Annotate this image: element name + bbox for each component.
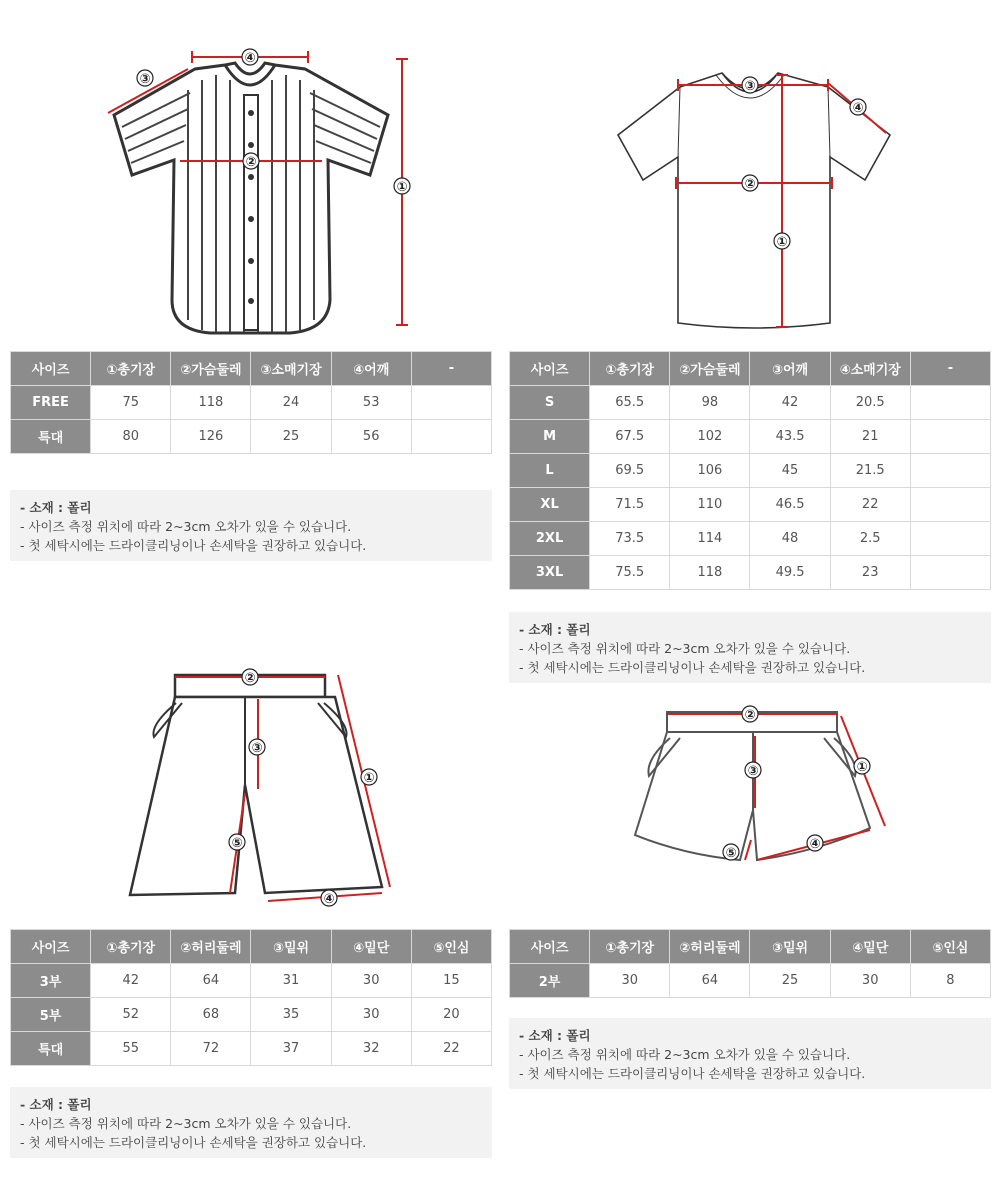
short-shorts-label-5: ⑤ [725, 846, 737, 861]
size-cell: 3XL [510, 556, 590, 590]
table-cell: 49.5 [750, 556, 830, 590]
table-cell: 64 [670, 964, 750, 998]
table-header-cell: ③밑위 [750, 930, 830, 964]
tshirt-size-table [509, 351, 991, 590]
long-shorts-illustration [120, 665, 410, 910]
table-cell: 65.5 [590, 386, 670, 420]
table-cell [910, 556, 990, 590]
size-cell: 특대 [11, 420, 91, 454]
table-header-cell: ③밑위 [251, 930, 331, 964]
table-cell: 25 [750, 964, 830, 998]
short-shorts-label-4: ④ [809, 837, 821, 852]
table-header-cell: ①총기장 [91, 930, 171, 964]
long-shorts-label-2: ② [244, 671, 256, 686]
size-cell: 특대 [11, 1032, 91, 1066]
table-row [11, 964, 492, 998]
table-header-cell: ①총기장 [91, 352, 171, 386]
table-cell: 73.5 [590, 522, 670, 556]
long-shorts-label-1: ① [363, 771, 375, 786]
table-row [510, 522, 991, 556]
table-header-cell: 사이즈 [11, 930, 91, 964]
table-cell: 64 [171, 964, 251, 998]
table-cell: 53 [331, 386, 411, 420]
jersey-label-1: ① [396, 180, 408, 195]
table-cell: 24 [251, 386, 331, 420]
table-cell [910, 386, 990, 420]
table-row [11, 1032, 492, 1066]
table-cell: 46.5 [750, 488, 830, 522]
table-cell: 30 [331, 998, 411, 1032]
size-cell: XL [510, 488, 590, 522]
table-cell: 55 [91, 1032, 171, 1066]
table-cell: 106 [670, 454, 750, 488]
long-shorts-label-4: ④ [323, 892, 335, 907]
table-cell: 72 [171, 1032, 251, 1066]
table-row [510, 556, 991, 590]
size-cell: 2XL [510, 522, 590, 556]
table-header-cell: 사이즈 [510, 930, 590, 964]
table-header-cell: ④어깨 [331, 352, 411, 386]
long-shorts-label-5: ⑤ [231, 836, 243, 851]
table-cell: 30 [830, 964, 910, 998]
size-cell: 2부 [510, 964, 590, 998]
table-header-cell: ③어깨 [750, 352, 830, 386]
table-cell: 68 [171, 998, 251, 1032]
table-cell: 21.5 [830, 454, 910, 488]
long-shorts-size-table [10, 929, 492, 1066]
table-cell: 20 [411, 998, 491, 1032]
table-header-cell: 사이즈 [11, 352, 91, 386]
tshirt-label-1: ① [776, 235, 788, 250]
table-row [510, 420, 991, 454]
table-cell: 2.5 [830, 522, 910, 556]
table-header-cell: - [910, 352, 990, 386]
table-cell: 118 [171, 386, 251, 420]
wash-note: - 첫 세탁시에는 드라이클리닝이나 손세탁을 권장하고 있습니다. [519, 660, 866, 675]
jersey-size-table [10, 351, 492, 454]
tshirt-label-3: ③ [744, 79, 756, 94]
short-shorts-size-table [509, 929, 991, 998]
jersey-notes [10, 490, 492, 561]
wash-note: - 첫 세탁시에는 드라이클리닝이나 손세탁을 권장하고 있습니다. [20, 538, 367, 553]
table-header-cell: ⑤인심 [411, 930, 491, 964]
tshirt-illustration [610, 65, 900, 335]
table-cell [411, 420, 491, 454]
size-cell: FREE [11, 386, 91, 420]
wash-note: - 첫 세탁시에는 드라이클리닝이나 손세탁을 권장하고 있습니다. [20, 1135, 367, 1150]
size-cell: S [510, 386, 590, 420]
table-header-row [510, 930, 991, 964]
table-header-cell: ④밑단 [331, 930, 411, 964]
material-note: - 소재 : 폴리 [20, 500, 92, 515]
material-note: - 소재 : 폴리 [519, 1028, 591, 1043]
table-cell: 102 [670, 420, 750, 454]
table-cell [411, 386, 491, 420]
table-header-cell: - [411, 352, 491, 386]
table-cell: 118 [670, 556, 750, 590]
table-cell: 75 [91, 386, 171, 420]
table-cell: 45 [750, 454, 830, 488]
size-cell: 3부 [11, 964, 91, 998]
table-row [510, 964, 991, 998]
size-cell: L [510, 454, 590, 488]
table-header-cell: ②허리둘레 [171, 930, 251, 964]
table-header-cell: ②가슴둘레 [670, 352, 750, 386]
table-header-cell: ①총기장 [590, 352, 670, 386]
material-note: - 소재 : 폴리 [519, 622, 591, 637]
table-cell: 43.5 [750, 420, 830, 454]
table-header-cell: ②가슴둘레 [171, 352, 251, 386]
tshirt-label-4: ④ [852, 101, 864, 116]
measurement-note: - 사이즈 측정 위치에 따라 2~3cm 오차가 있을 수 있습니다. [20, 1116, 352, 1131]
table-header-cell: ⑤인심 [910, 930, 990, 964]
size-cell: 5부 [11, 998, 91, 1032]
measurement-note: - 사이즈 측정 위치에 따라 2~3cm 오차가 있을 수 있습니다. [519, 641, 851, 656]
table-header-cell: ③소매기장 [251, 352, 331, 386]
table-cell: 42 [750, 386, 830, 420]
table-cell: 80 [91, 420, 171, 454]
measurement-note: - 사이즈 측정 위치에 따라 2~3cm 오차가 있을 수 있습니다. [20, 519, 352, 534]
table-header-cell: ①총기장 [590, 930, 670, 964]
table-cell: 75.5 [590, 556, 670, 590]
table-cell: 15 [411, 964, 491, 998]
table-cell: 21 [830, 420, 910, 454]
table-header-row [11, 930, 492, 964]
table-cell [910, 420, 990, 454]
wash-note: - 첫 세탁시에는 드라이클리닝이나 손세탁을 권장하고 있습니다. [519, 1066, 866, 1081]
table-cell: 31 [251, 964, 331, 998]
material-note: - 소재 : 폴리 [20, 1097, 92, 1112]
table-row [510, 454, 991, 488]
table-cell: 20.5 [830, 386, 910, 420]
table-cell: 69.5 [590, 454, 670, 488]
table-cell: 71.5 [590, 488, 670, 522]
table-cell: 30 [590, 964, 670, 998]
table-cell [910, 488, 990, 522]
table-cell: 35 [251, 998, 331, 1032]
table-cell: 126 [171, 420, 251, 454]
table-cell: 110 [670, 488, 750, 522]
tshirt-notes [509, 612, 991, 683]
table-row [510, 488, 991, 522]
table-cell: 8 [910, 964, 990, 998]
jersey-label-2: ② [245, 155, 257, 170]
table-cell: 98 [670, 386, 750, 420]
table-row [510, 386, 991, 420]
table-header-row [11, 352, 492, 386]
table-cell: 22 [411, 1032, 491, 1066]
long-shorts-label-3: ③ [251, 741, 263, 756]
long-shorts-notes [10, 1087, 492, 1158]
short-shorts-label-3: ③ [747, 764, 759, 779]
table-header-row [510, 352, 991, 386]
table-header-cell: 사이즈 [510, 352, 590, 386]
jersey-label-3: ③ [139, 72, 151, 87]
table-header-cell: ②허리둘레 [670, 930, 750, 964]
jersey-illustration [100, 45, 420, 335]
table-cell: 52 [91, 998, 171, 1032]
table-cell: 30 [331, 964, 411, 998]
short-shorts-label-2: ② [744, 708, 756, 723]
table-header-cell: ④밑단 [830, 930, 910, 964]
table-row [11, 998, 492, 1032]
measurement-note: - 사이즈 측정 위치에 따라 2~3cm 오차가 있을 수 있습니다. [519, 1047, 851, 1062]
table-cell: 114 [670, 522, 750, 556]
table-cell: 23 [830, 556, 910, 590]
jersey-label-4: ④ [244, 51, 256, 66]
short-shorts-notes [509, 1018, 991, 1089]
short-shorts-label-1: ① [856, 760, 868, 775]
table-header-cell: ④소매기장 [830, 352, 910, 386]
table-cell [910, 522, 990, 556]
table-cell: 42 [91, 964, 171, 998]
table-cell: 56 [331, 420, 411, 454]
table-row [11, 420, 492, 454]
table-row [11, 386, 492, 420]
table-cell: 22 [830, 488, 910, 522]
short-shorts-illustration [625, 700, 895, 870]
table-cell: 25 [251, 420, 331, 454]
table-cell: 37 [251, 1032, 331, 1066]
table-cell: 48 [750, 522, 830, 556]
size-cell: M [510, 420, 590, 454]
tshirt-label-2: ② [744, 177, 756, 192]
table-cell [910, 454, 990, 488]
table-cell: 32 [331, 1032, 411, 1066]
table-cell: 67.5 [590, 420, 670, 454]
